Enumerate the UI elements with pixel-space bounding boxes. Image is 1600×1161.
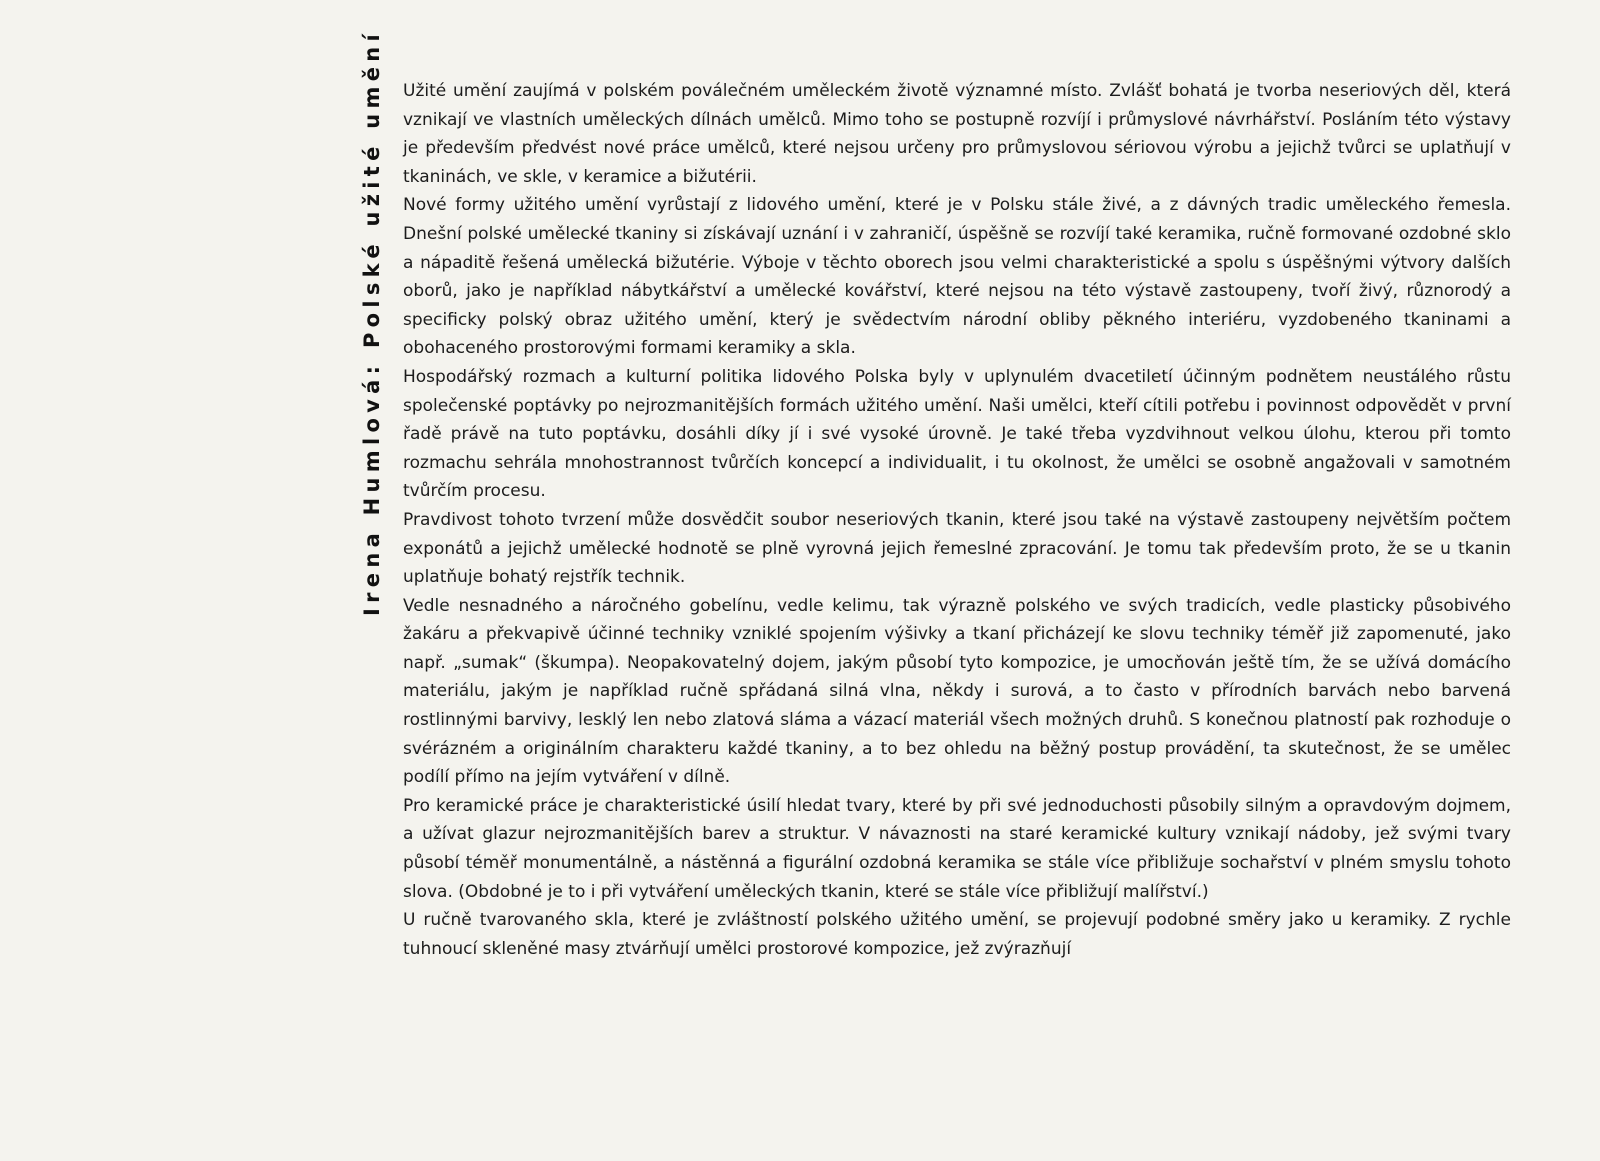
- paragraph: Nové formy užitého umění vyrůstají z lidového umění, které je v Polsku stále živé, a z dávných tradic uměleckého řemesla. Dnešní polské umělecké tkaniny si získávají uznání i v zahraničí, úspěšně se rozvíjí také keramika, ručně formované ozdobné sklo a nápaditě řešená umělecká bižutérie. Výboje v těchto oborech jsou velmi charakteristické a spolu s úspěšnými výtvory dalších oborů, jako je například nábytkářství a umělecké kovářství, které nejsou na této výstavě zastoupeny, tvoří živý, různorodý a specificky polský obraz užitého umění, který je svědectvím národní obliby pěkného interiéru, vyzdobeného tkaninami a obohaceného prostorovými formami keramiky a skla.: [403, 195, 1511, 359]
- paragraph: Hospodářský rozmach a kulturní politika lidového Polska byly v uplynulém dvacetiletí účinným podnětem neustálého růstu společenské poptávky po nejrozmanitějších formách užitého umění. Naši umělci, kteří cítili potřebu i povinnost odpovědět v první řadě právě na tuto poptávku, dosáhli díky jí i své vysoké úrovně. Je také třeba vyzdvihnout velkou úlohu, kterou při tomto rozmachu sehrála mnohostrannost tvůrčích koncepcí a individualit, i tu okolnost, že umělci se osobně angažovali v samotném tvůrčím procesu.: [403, 366, 1511, 502]
- paragraph: Pro keramické práce je charakteristické úsilí hledat tvary, které by při své jednoduchosti působily silným a opravdovým dojmem, a užívat glazur nejrozmanitějších barev a struktur. V návaznosti na staré keramické kultury vznikají nádoby, jež svými tvary působí téměř monumentálně, a nástěnná a figurální ozdobná keramika se stále více přibližuje sochařství v plném smyslu tohoto slova. (Obdobné je to i při vytváření uměleckých tkanin, které se stále více přibližují malířství.): [403, 795, 1511, 902]
- paragraph: U ručně tvarovaného skla, které je zvláštností polského užitého umění, se projevují podobné směry jako u keramiky. Z rychle tuhnoucí skleněné masy ztvárňují umělci prostorové kompozice, jež zvýrazňují: [403, 910, 1511, 959]
- article-body: [403, 77, 1511, 963]
- paragraph: Pravdivost tohoto tvrzení může dosvědčit soubor neseriových tkanin, které jsou také na výstavě zastoupeny největším počtem exponátů a jejichž umělecké hodnotě se plně vyrovná jejich řemeslné zpracování. Je tomu tak především proto, že se u tkanin uplatňuje bohatý rejstřík technik.: [403, 509, 1511, 588]
- paragraph: Vedle nesnadného a náročného gobelínu, vedle kelimu, tak výrazně polského ve svých tradicích, vedle plasticky působivého žakáru a překvapivě účinné techniky vzniklé spojením výšivky a tkaní přicházejí ke slovu techniky téměř již zapomenuté, jako např. „sumak“ (škumpa). Neopakovatelný dojem, jakým působí tyto kompozice, je umocňován ještě tím, že se užívá domácího materiálu, jakým je například ručně spřádaná silná vlna, někdy i surová, a to často v přírodních barvách nebo barvená rostlinnými barvivy, lesklý len nebo zlatová sláma a vázací materiál všech možných druhů. S konečnou platností pak rozhoduje o svérázném a originálním charakteru každé tkaniny, a to bez ohledu na běžný postup provádění, ta skutečnost, že se umělec podílí přímo na jejím vytváření v dílně.: [403, 595, 1511, 788]
- paragraph: Užité umění zaujímá v polském poválečném uměleckém životě významné místo. Zvlášť bohatá je tvorba neseriových děl, která vznikají ve vlastních uměleckých dílnách umělců. Mimo toho se postupně rozvíjí i průmyslové návrhářství. Posláním této výstavy je především předvést nové práce umělců, které nejsou určeny pro průmyslovou sériovou výrobu a jejichž tvůrci se uplatňují v tkaninách, ve skle, v keramice a bižutérii.: [403, 81, 1511, 187]
- side-title: Irena Humlová: Polské užité umění: [360, 28, 384, 616]
